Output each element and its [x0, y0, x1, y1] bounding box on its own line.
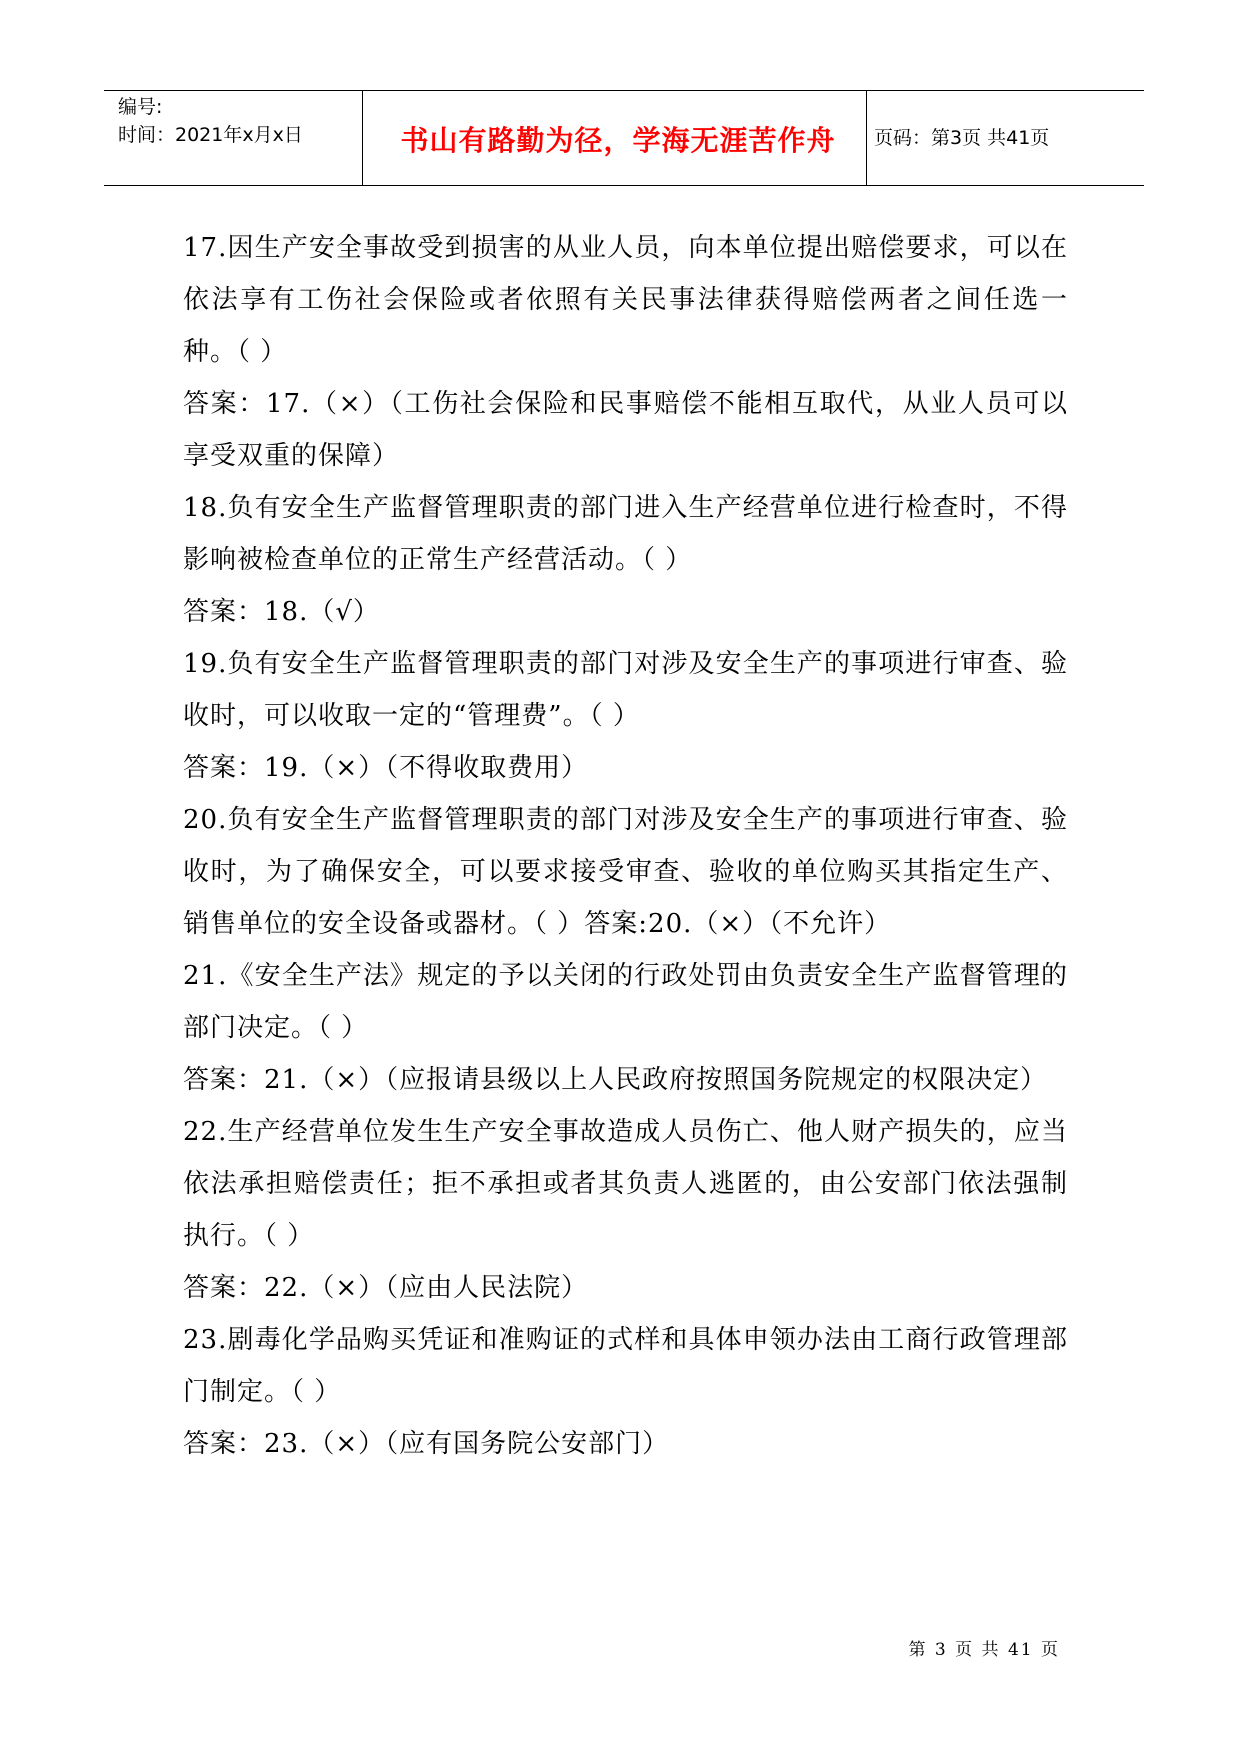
- page-footer: 第 3 页 共 41 页: [908, 1640, 1060, 1660]
- question-21: 21.《安全生产法》规定的予以关闭的行政处罚由负责安全生产监督管理的部门决定。（ ）: [183, 961, 1068, 1043]
- header-page-info: 页码：第3页 共41页: [874, 127, 1050, 149]
- header-motto: 书山有路勤为径，学海无涯苦作舟: [400, 124, 836, 157]
- document-time-label: 时间：2021年x月x日: [118, 124, 303, 146]
- answer-21: 答案：21.（×）（应报请县级以上人民政府按照国务院规定的权限决定）: [183, 1065, 1048, 1095]
- answer-17: 答案：17.（×）（工伤社会保险和民事赔偿不能相互取代，从业人员可以享受双重的保障）: [183, 389, 1068, 471]
- answer-23: 答案：23.（×）（应有国务院公安部门）: [183, 1429, 670, 1459]
- question-17: 17.因生产安全事故受到损害的从业人员，向本单位提出赔偿要求，可以在依法享有工伤社会保险或者依照有关民事法律获得赔偿两者之间任选一种。（ ）: [183, 233, 1068, 367]
- question-19: 19.负有安全生产监督管理职责的部门对涉及安全生产的事项进行审查、验收时，可以收取一定的“管理费”。（ ）: [183, 649, 1068, 731]
- document-body: [183, 222, 1068, 1470]
- header-divider: [362, 91, 363, 185]
- header-divider: [866, 91, 867, 185]
- header-meta: [118, 93, 303, 149]
- page-header: [104, 90, 1144, 186]
- document-number-label: 编号:: [118, 96, 163, 118]
- answer-19: 答案：19.（×）（不得收取费用）: [183, 753, 589, 783]
- question-22: 22.生产经营单位发生生产安全事故造成人员伤亡、他人财产损失的，应当依法承担赔偿责任；拒不承担或者其负责人逃匿的，由公安部门依法强制执行。（ ）: [183, 1117, 1068, 1251]
- answer-22: 答案：22.（×）（应由人民法院）: [183, 1273, 589, 1303]
- answer-18: 答案：18.（√）: [183, 597, 380, 627]
- question-18: 18.负有安全生产监督管理职责的部门进入生产经营单位进行检查时，不得影响被检查单位的正常生产经营活动。（ ）: [183, 493, 1068, 575]
- question-23: 23.剧毒化学品购买凭证和准购证的式样和具体申领办法由工商行政管理部门制定。（ ）: [183, 1325, 1068, 1407]
- question-20: 20.负有安全生产监督管理职责的部门对涉及安全生产的事项进行审查、验收时，为了确保安全，可以要求接受审查、验收的单位购买其指定生产、销售单位的安全设备或器材。（ ）答案:20.（×）（不允许）: [183, 805, 1068, 939]
